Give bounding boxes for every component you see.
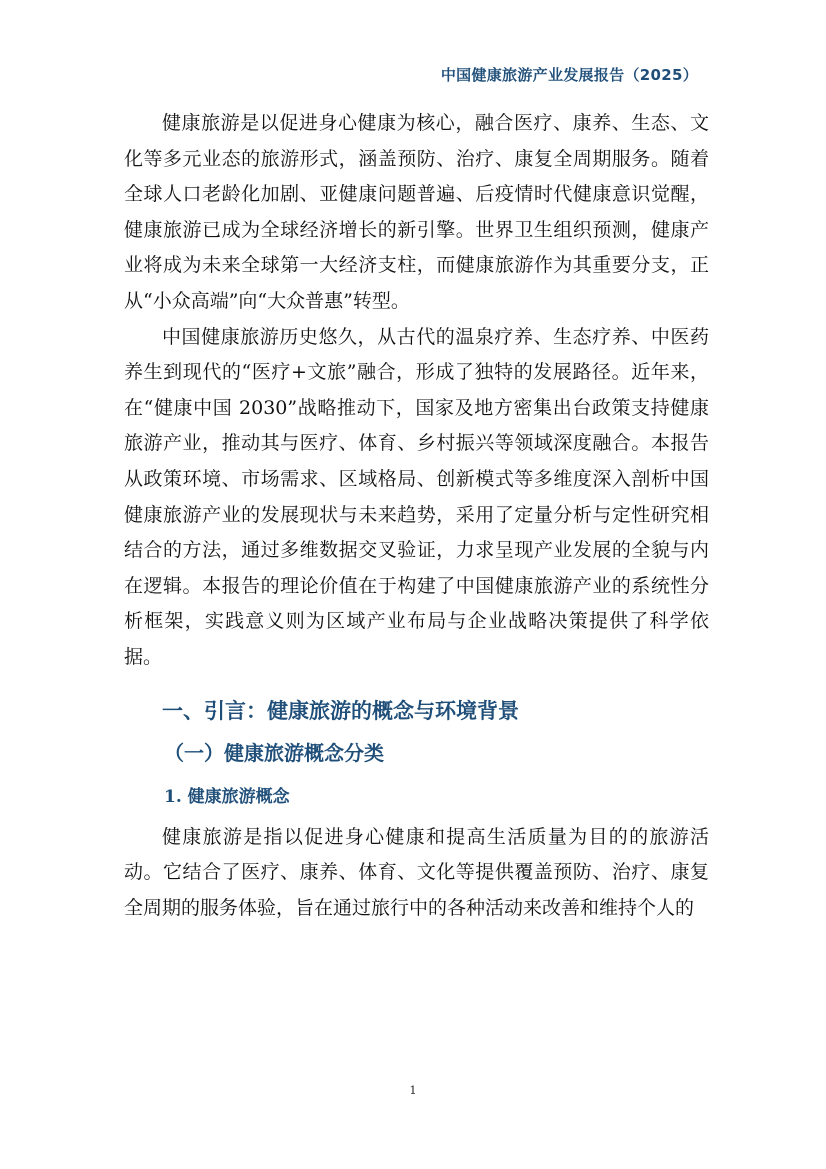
intro-paragraph-1: 健康旅游是以促进身心健康为核心，融合医疗、康养、生态、文化等多元业态的旅游形式，涵盖预防、治疗、康复全周期服务。随着全球人口老龄化加剧、亚健康问题普遍、后疫情时代健康意识觉醒，健康旅游已成为全球经济增长的新引擎。世界卫生组织预测，健康产业将成为未来全球第一大经济支柱，而健康旅游作为其重要分支，正从“小众高端”向“大众普惠”转型。 — [124, 112, 709, 312]
intro-paragraph-2: 中国健康旅游历史悠久，从古代的温泉疗养、生态疗养、中医药养生到现代的“医疗+文旅”融合，形成了独特的发展路径。近年来，在“健康中国 2030”战略推动下，国家及地方密集出台政策支持健康旅游产业，推动其与医疗、体育、乡村振兴等领域深度融合。本报告从政策环境、市场需求、区域格局、创新模式等多维度深入剖析中国健康旅游产业的发展现状与未来趋势，采用了定量分析与定性研究相结合的方法，通过多维数据交叉验证，力求呈现产业发展的全貌与内在逻辑。本报告的理论价值在于构建了中国健康旅游产业的系统性分析框架，实践意义则为区域产业布局与企业战略决策提供了科学依据。 — [124, 325, 709, 668]
document-body — [124, 106, 709, 926]
subsection-heading: （一）健康旅游概念分类 — [164, 740, 384, 765]
page-number: 1 — [409, 1084, 417, 1097]
subsubsection-heading: 1. 健康旅游概念 — [164, 786, 290, 807]
section-heading: 一、引言：健康旅游的概念与环境背景 — [162, 698, 519, 723]
concept-paragraph: 健康旅游是指以促进身心健康和提高生活质量为目的的旅游活动。它结合了医疗、康养、体育、文化等提供覆盖预防、治疗、康复全周期的服务体验，旨在通过旅行中的各种活动来改善和维持个人的 — [124, 825, 709, 919]
running-header-title: 中国健康旅游产业发展报告（2025） — [440, 66, 698, 84]
